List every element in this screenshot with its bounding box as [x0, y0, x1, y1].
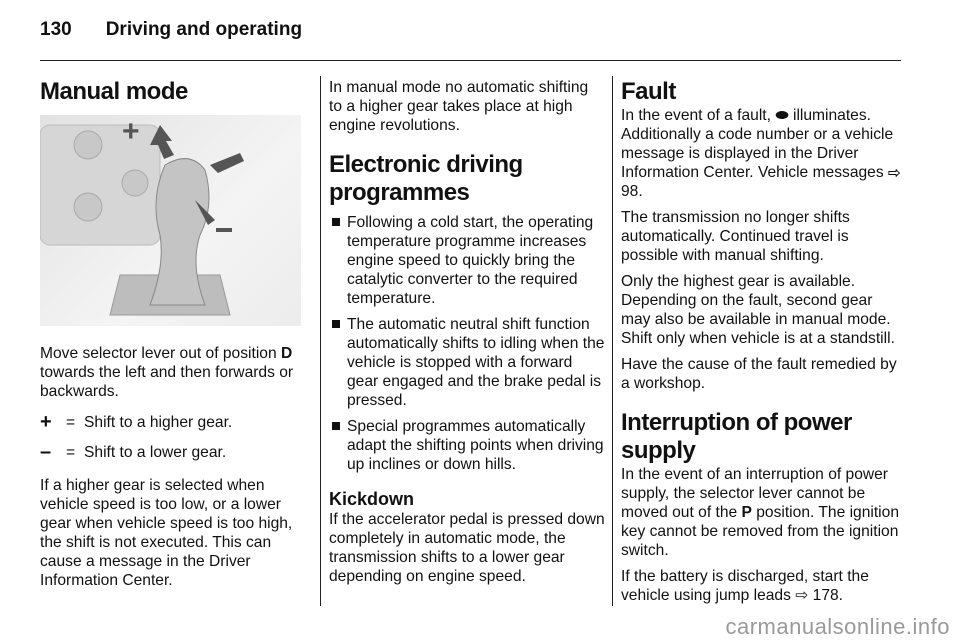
column-1: [40, 78, 302, 597]
body-text: The transmission no longer shifts automatically. Continued travel is possible with manual shifting.: [621, 209, 850, 264]
section-heading: Electronic driving programmes: [329, 151, 523, 206]
selector-lever-illustration: [40, 115, 301, 326]
transmission-fault-warning-icon: ⬬: [775, 107, 789, 124]
list-item: Special programmes automatically adapt the shifting points when driving up inclines or down hills.: [329, 417, 605, 474]
intro-text: Move selector lever out of position D towards the left and then forwards or backwards.: [40, 345, 294, 400]
plus-icon: +: [40, 411, 52, 433]
subheading: Kickdown: [329, 489, 415, 509]
definition-lower-gear: – = Shift to a lower gear.: [40, 441, 227, 463]
reference-arrow-icon: ⇨: [887, 164, 901, 181]
column-divider: [320, 76, 321, 606]
reference-arrow-icon: ⇨: [795, 587, 813, 604]
page-number: 130: [40, 19, 72, 40]
body-text: In manual mode no automatic shifting to a higher gear takes place at high engine revolutions.: [329, 79, 589, 134]
section-heading: Fault: [621, 78, 676, 105]
bullet-list: [329, 213, 605, 474]
body-text: Have the cause of the fault remedied by a workshop.: [621, 356, 897, 392]
definition-higher-gear: + = Shift to a higher gear.: [40, 411, 233, 433]
body-text: In the event of an interruption of power supply, the selector lever cannot be moved out of the P position. The ignition key cannot be removed from the ignition switch.: [621, 466, 899, 559]
body-text: In the event of a fault, ⬬ illuminates. Additionally a code number or a vehicle message is displayed in the Driver Information Center. Vehicle messages ⇨ 98.: [621, 107, 901, 200]
body-text: If a higher gear is selected when vehicle speed is too low, or a lower gear when vehicle speed is too high, the shift is not executed. This can cause a message in the Driver Information Center.: [40, 477, 293, 589]
column-divider: [612, 76, 613, 606]
list-item: The automatic neutral shift function automatically shifts to idling when the vehicle is stopped with a forward gear engaged and the brake pedal is pressed.: [329, 315, 605, 410]
section-heading: Manual mode: [40, 78, 188, 105]
body-text: If the battery is discharged, start the vehicle using jump leads ⇨ 178.: [621, 568, 869, 604]
page-header: [40, 20, 336, 39]
watermark: carmanualsonline.info: [725, 614, 950, 639]
column-2: [329, 78, 605, 593]
minus-icon: –: [40, 441, 52, 463]
svg-text:+: +: [122, 115, 140, 148]
header-rule: [40, 60, 901, 61]
section-title: Driving and operating: [105, 19, 303, 40]
body-text: If the accelerator pedal is pressed down completely in automatic mode, the transmission shifts to a lower gear depending on engine speed.: [329, 511, 605, 585]
list-item: Following a cold start, the operating temperature programme increases engine speed to quickly bring the catalytic converter to the required temperature.: [329, 213, 605, 308]
body-text: Only the highest gear is available. Depending on the fault, second gear may also be available in manual mode. Shift only when vehicle is at a standstill.: [621, 273, 895, 347]
section-heading: Interruption of power supply: [621, 409, 852, 464]
column-3: [621, 78, 906, 612]
